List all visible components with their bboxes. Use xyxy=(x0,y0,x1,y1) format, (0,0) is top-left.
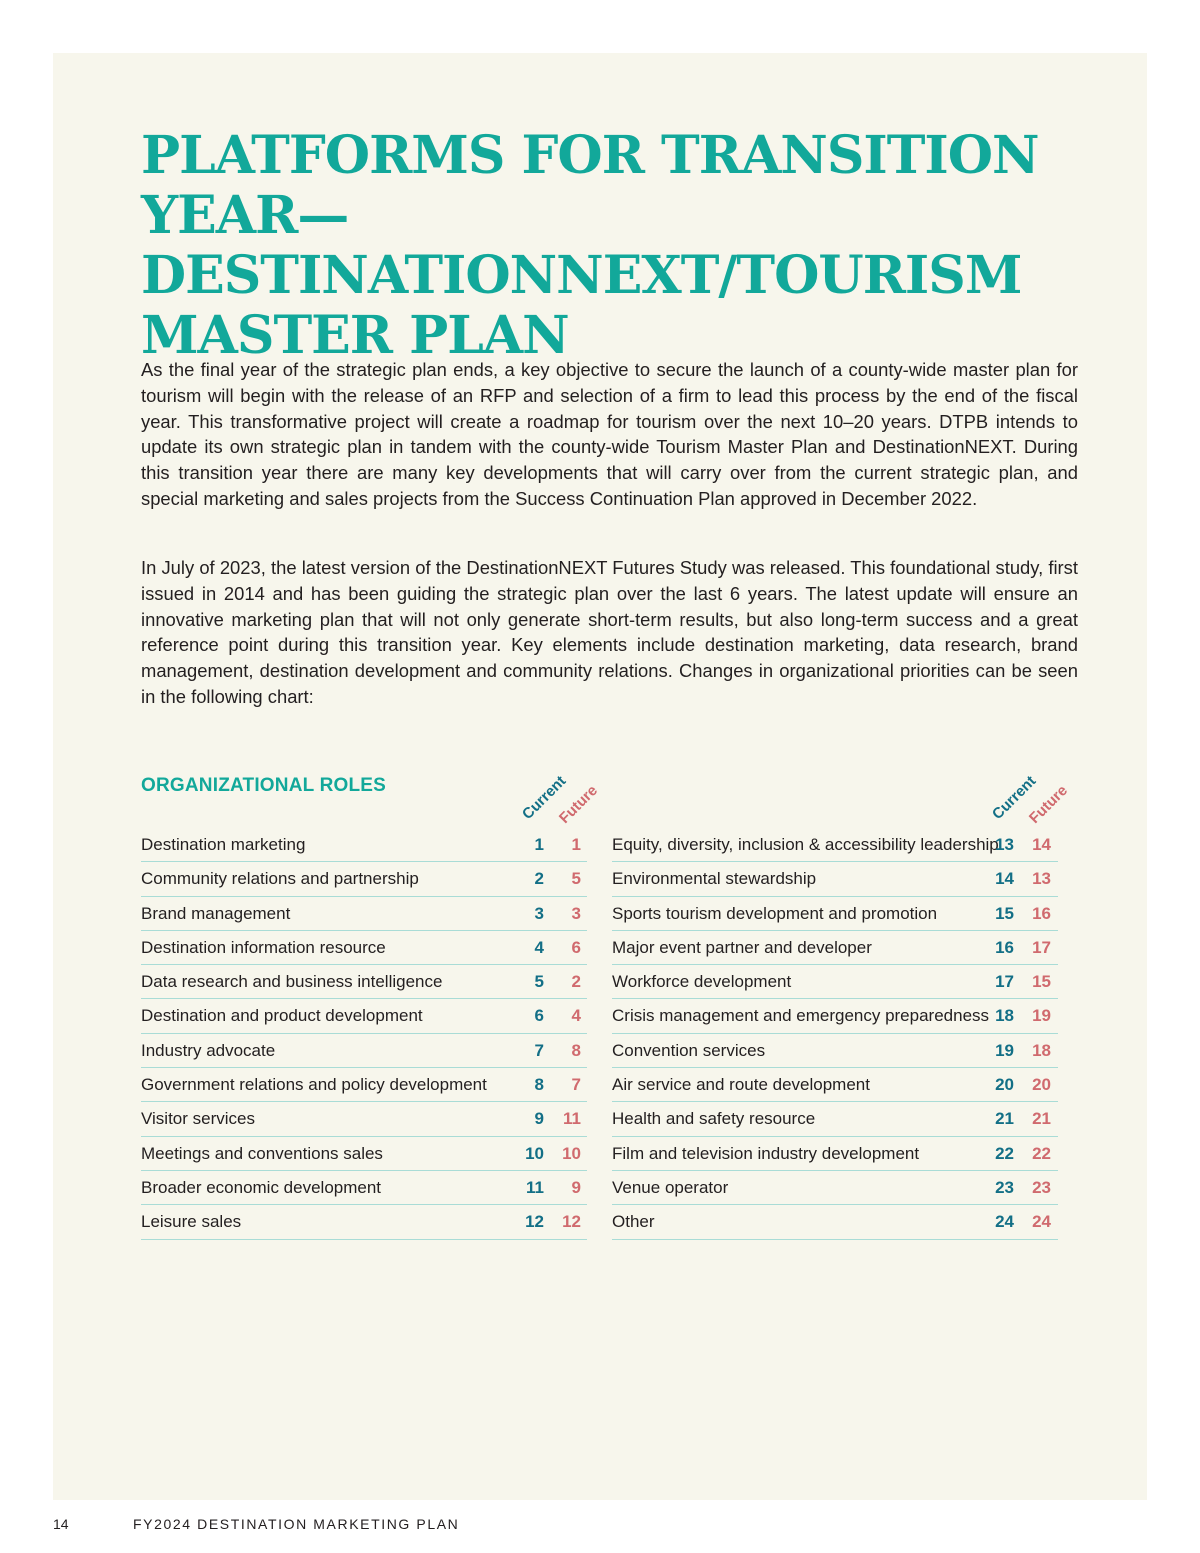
left-current-column-header: Current xyxy=(518,772,570,823)
role-future-rank: 5 xyxy=(571,869,581,889)
role-row xyxy=(141,965,587,999)
role-label: Sports tourism development and promotion xyxy=(612,903,938,923)
intro-paragraph-1: As the final year of the strategic plan ends, a key objective to secure the launch of a county-wide master plan for tourism will begin with the release of an RFP and selection of a firm to lead this process by the end of the fiscal year. This transformative project will create a roadmap for tourism over the next 10–20 years. DTPB intends to update its own strategic plan in tandem with the county-wide Tourism Master Plan and DestinationNEXT. During this transition year there are many key developments that will carry over from the current strategic plan, and special marketing and sales projects from the Success Continuation Plan approved in December 2022. xyxy=(141,359,1078,509)
footer-document-title: FY2024 DESTINATION MARKETING PLAN xyxy=(133,1516,460,1532)
role-future-rank: 18 xyxy=(1032,1040,1051,1060)
role-future-rank: 24 xyxy=(1032,1212,1051,1232)
role-current-rank: 3 xyxy=(534,903,544,923)
role-label: Air service and route development xyxy=(612,1075,870,1095)
role-future-rank: 19 xyxy=(1032,1006,1051,1026)
left-future-column-header: Future xyxy=(555,781,602,827)
role-future-rank: 15 xyxy=(1032,972,1051,992)
role-future-rank: 2 xyxy=(571,972,581,992)
role-row xyxy=(141,862,587,896)
role-current-rank: 23 xyxy=(995,1177,1014,1197)
role-future-rank: 17 xyxy=(1032,937,1051,957)
role-label: Destination and product development xyxy=(141,1006,423,1026)
role-label: Environmental stewardship xyxy=(612,869,817,889)
role-label: Health and safety resource xyxy=(612,1109,816,1129)
role-label: Brand management xyxy=(141,903,291,923)
role-label: Equity, diversity, inclusion & accessibility leadership xyxy=(612,835,999,854)
right-current-column-header: Current xyxy=(988,772,1040,823)
roles-table-right xyxy=(612,828,1058,1240)
role-future-rank: 3 xyxy=(571,903,581,923)
role-row xyxy=(612,1205,1058,1239)
role-future-rank: 8 xyxy=(571,1040,581,1060)
role-future-rank: 14 xyxy=(1032,835,1051,854)
role-label: Destination information resource xyxy=(141,937,386,957)
role-current-rank: 2 xyxy=(534,869,544,889)
role-current-rank: 1 xyxy=(534,835,544,854)
role-row xyxy=(612,1068,1058,1102)
role-row xyxy=(141,999,587,1033)
role-current-rank: 5 xyxy=(534,972,544,992)
role-future-rank: 7 xyxy=(571,1075,581,1095)
organizational-roles-heading: ORGANIZATIONAL ROLES xyxy=(141,775,387,796)
role-current-rank: 19 xyxy=(995,1040,1014,1060)
role-label: Data research and business intelligence xyxy=(141,972,443,992)
role-current-rank: 12 xyxy=(525,1212,544,1232)
role-current-rank: 4 xyxy=(534,937,544,957)
role-current-rank: 15 xyxy=(995,903,1014,923)
role-current-rank: 6 xyxy=(534,1006,544,1026)
role-label: Destination marketing xyxy=(141,835,306,854)
intro-paragraph-2: In July of 2023, the latest version of the DestinationNEXT Futures Study was released. This foundational study, first issued in 2014 and has been guiding the strategic plan over the last 6 years. The latest update will ensure an innovative marketing plan that will not only generate short-term results, but also long-term success and a great reference point during this transition year. Key elements include destination marketing, data research, brand management, destination development and community relations. Changes in organizational priorities can be seen in the following chart: xyxy=(141,557,1078,707)
role-current-rank: 20 xyxy=(995,1075,1014,1095)
role-future-rank: 21 xyxy=(1032,1109,1051,1129)
role-future-rank: 22 xyxy=(1032,1143,1051,1163)
role-row xyxy=(141,1102,587,1136)
role-row xyxy=(141,1171,587,1205)
role-row xyxy=(141,897,587,931)
role-row xyxy=(612,1102,1058,1136)
role-row xyxy=(612,897,1058,931)
page-title: PLATFORMS FOR TRANSITION YEAR—DESTINATIONNEXT/TOURISM MASTER PLAN xyxy=(141,125,1039,366)
role-row xyxy=(612,1137,1058,1171)
role-current-rank: 24 xyxy=(995,1212,1014,1232)
role-current-rank: 7 xyxy=(534,1040,544,1060)
role-label: Film and television industry development xyxy=(612,1143,920,1163)
role-label: Venue operator xyxy=(612,1177,729,1197)
role-future-rank: 13 xyxy=(1032,869,1051,889)
role-future-rank: 9 xyxy=(571,1177,581,1197)
role-current-rank: 11 xyxy=(526,1177,544,1197)
role-future-rank: 23 xyxy=(1032,1177,1051,1197)
role-future-rank: 11 xyxy=(563,1109,581,1129)
role-future-rank: 10 xyxy=(562,1143,581,1163)
role-label: Meetings and conventions sales xyxy=(141,1143,383,1163)
role-future-rank: 6 xyxy=(571,937,581,957)
role-label: Leisure sales xyxy=(141,1212,242,1232)
role-label: Workforce development xyxy=(612,972,792,992)
role-label: Government relations and policy development xyxy=(141,1075,487,1095)
role-current-rank: 21 xyxy=(995,1109,1014,1129)
role-label: Crisis management and emergency preparedness xyxy=(612,1006,990,1026)
role-row xyxy=(612,999,1058,1033)
role-row xyxy=(612,965,1058,999)
role-current-rank: 17 xyxy=(995,972,1014,992)
role-current-rank: 22 xyxy=(995,1143,1014,1163)
role-current-rank: 18 xyxy=(995,1006,1014,1026)
right-future-column-header: Future xyxy=(1025,781,1072,827)
role-current-rank: 14 xyxy=(995,869,1014,889)
role-label: Industry advocate xyxy=(141,1040,276,1060)
role-label: Other xyxy=(612,1212,655,1232)
role-row xyxy=(612,931,1058,965)
role-current-rank: 13 xyxy=(995,835,1014,854)
role-future-rank: 12 xyxy=(562,1212,581,1232)
role-row xyxy=(612,862,1058,896)
role-label: Convention services xyxy=(612,1040,766,1060)
role-label: Major event partner and developer xyxy=(612,937,872,957)
role-row xyxy=(141,828,587,862)
role-current-rank: 16 xyxy=(995,937,1014,957)
roles-table-left xyxy=(141,828,587,1240)
page-number: 14 xyxy=(53,1516,69,1532)
role-row xyxy=(612,1034,1058,1068)
role-current-rank: 9 xyxy=(534,1109,544,1129)
role-current-rank: 10 xyxy=(525,1143,544,1163)
role-future-rank: 4 xyxy=(571,1006,581,1026)
role-row xyxy=(612,828,1058,862)
role-row xyxy=(141,1068,587,1102)
role-future-rank: 20 xyxy=(1032,1075,1051,1095)
role-row xyxy=(612,1171,1058,1205)
role-label: Broader economic development xyxy=(141,1177,382,1197)
role-label: Community relations and partnership xyxy=(141,869,419,889)
role-current-rank: 8 xyxy=(534,1075,544,1095)
role-future-rank: 1 xyxy=(571,835,581,854)
role-row xyxy=(141,1034,587,1068)
role-label: Visitor services xyxy=(141,1109,255,1129)
role-future-rank: 16 xyxy=(1032,903,1051,923)
role-row xyxy=(141,1137,587,1171)
role-row xyxy=(141,931,587,965)
role-row xyxy=(141,1205,587,1239)
